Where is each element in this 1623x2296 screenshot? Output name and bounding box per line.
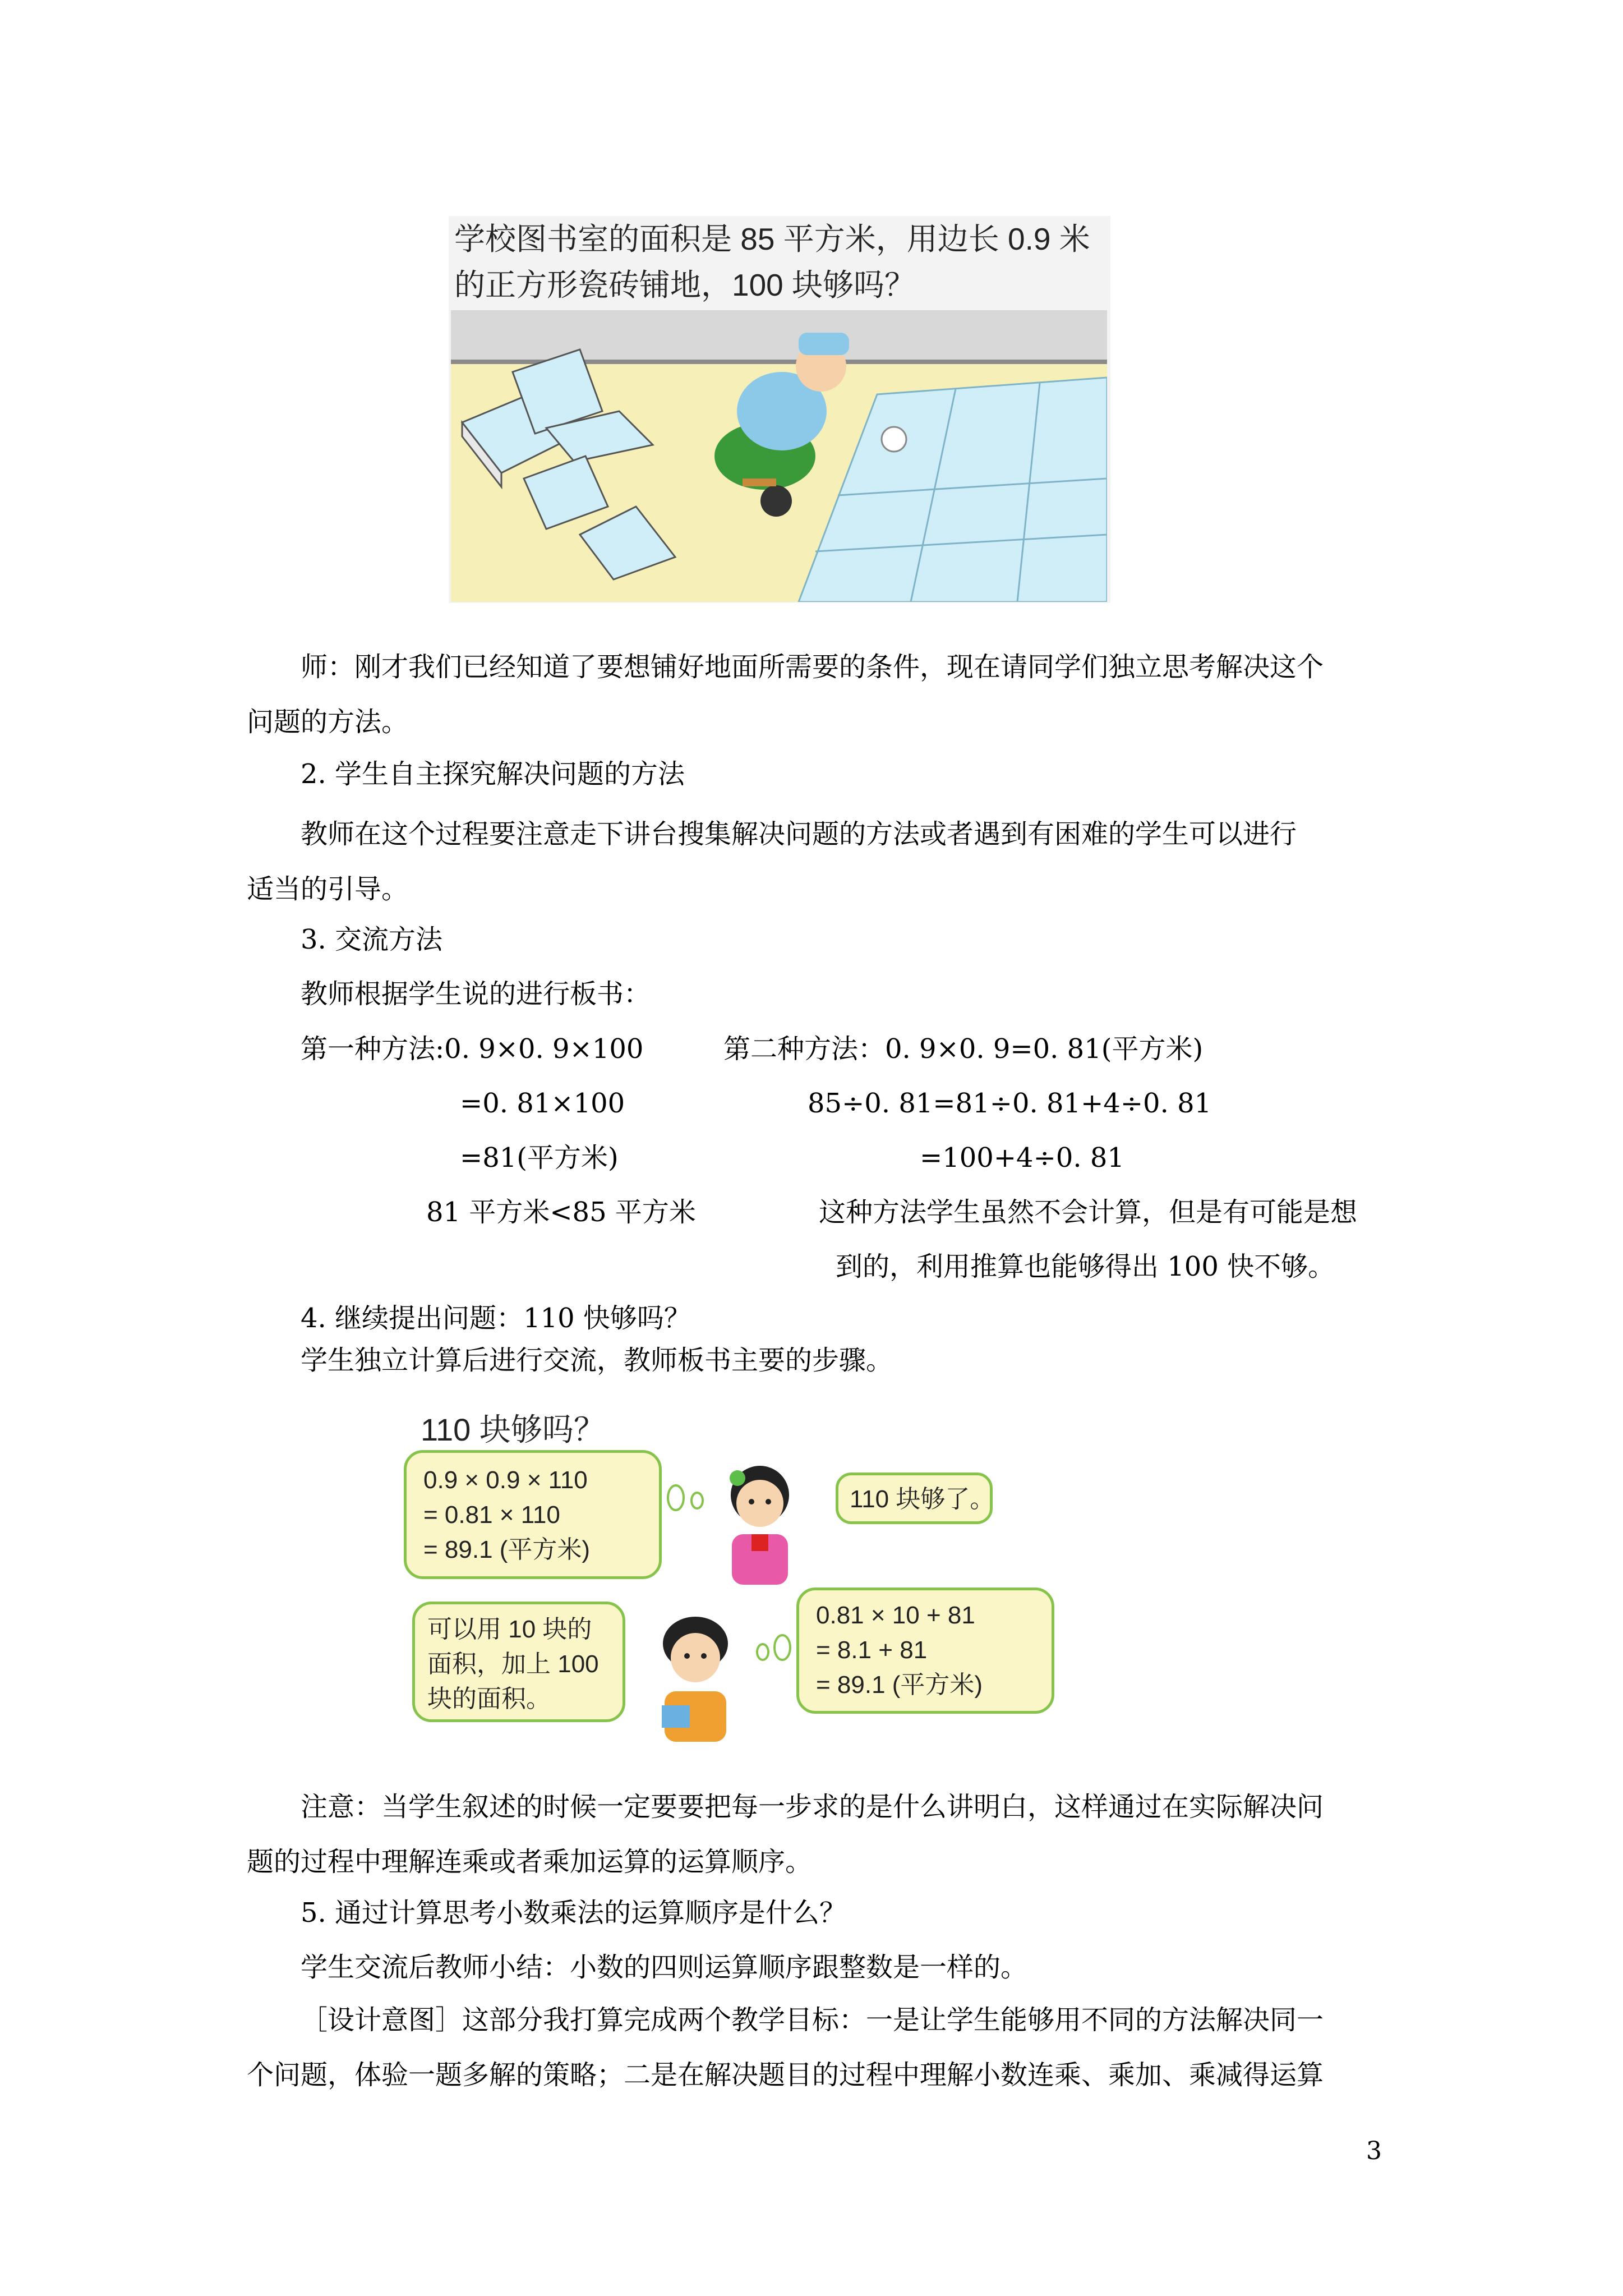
thought-dots bbox=[665, 1478, 709, 1523]
note-line-1: 注意：当学生叙述的时候一定要要把每一步求的是什么讲明白，这样通过在实际解决问 bbox=[301, 1791, 1324, 1823]
bubble-method-multiply bbox=[404, 1450, 662, 1579]
method-2-line-3: =100+4÷0. 81 bbox=[920, 1142, 1124, 1174]
girl-icon bbox=[707, 1456, 813, 1585]
paragraph-step-5: 学生交流后教师小结：小数的四则运算顺序跟整数是一样的。 bbox=[301, 1952, 1028, 1983]
bubble-1-line-1: 0.9 × 0.9 × 110 bbox=[423, 1466, 588, 1494]
caption-line-2: 的正方形瓷砖铺地，100 块够吗？ bbox=[454, 268, 916, 302]
bubble-1-line-3: = 89.1 (平方米) bbox=[423, 1536, 591, 1563]
p2-line-2: 适当的引导。 bbox=[247, 873, 409, 905]
paragraph-teacher-intro bbox=[247, 639, 1391, 749]
bubble-enough bbox=[836, 1473, 993, 1524]
bubble-3-line-2: 面积，加上 100 bbox=[427, 1650, 599, 1678]
p1-line-1: 师：刚才我们已经知道了要想铺好地面所需要的条件，现在请同学们独立思考解决这个 bbox=[301, 651, 1324, 683]
bubble-2-text: 110 块够了。 bbox=[850, 1485, 995, 1513]
calculation-figure bbox=[393, 1394, 1088, 1753]
paragraph-design-intent bbox=[247, 1993, 1391, 2102]
bubble-1-line-2: = 0.81 × 110 bbox=[423, 1501, 560, 1529]
caption-line-1: 学校图书室的面积是 85 平方米，用边长 0.9 米 bbox=[454, 222, 1090, 256]
method-2-line-1: 第二种方法：0. 9×0. 9=0. 81(平方米) bbox=[723, 1033, 1204, 1065]
p1-line-2: 问题的方法。 bbox=[247, 706, 409, 738]
bubble-4-line-1: 0.81 × 10 + 81 bbox=[816, 1602, 975, 1629]
figure-caption bbox=[454, 216, 1105, 308]
bubble-4-line-2: = 8.1 + 81 bbox=[816, 1636, 928, 1664]
heading-step-3: 3. 交流方法 bbox=[301, 924, 443, 955]
note-line-2: 题的过程中理解连乘或者乘加运算的运算顺序。 bbox=[247, 1846, 813, 1878]
bubble-4-line-3: = 89.1 (平方米) bbox=[816, 1671, 983, 1699]
figure-heading: 110 块够吗？ bbox=[421, 1412, 605, 1447]
method-2-line-5: 到的，利用推算也能够得出 100 快不够。 bbox=[836, 1251, 1335, 1282]
tile-worker-illustration bbox=[451, 310, 1107, 602]
method-2-line-2: 85÷0. 81=81÷0. 81+4÷0. 81 bbox=[808, 1088, 1212, 1119]
boy-icon bbox=[639, 1610, 751, 1742]
heading-step-4: 4. 继续提出问题：110 快够吗？ bbox=[301, 1303, 691, 1334]
page-number: 3 bbox=[1366, 2137, 1382, 2165]
heading-step-2: 2. 学生自主探究解决问题的方法 bbox=[301, 758, 685, 790]
method-1-line-1: 第一种方法:0. 9×0. 9×100 bbox=[301, 1033, 644, 1065]
design-line-2: 个问题，体验一题多解的策略；二是在解决题目的过程中理解小数连乘、乘加、乘减得运算 bbox=[247, 2059, 1324, 2091]
paragraph-step-3: 教师根据学生说的进行板书： bbox=[301, 978, 651, 1010]
method-2-line-4: 这种方法学生虽然不会计算，但是有可能是想 bbox=[819, 1197, 1358, 1228]
heading-step-5: 5. 通过计算思考小数乘法的运算顺序是什么？ bbox=[301, 1897, 847, 1929]
p2-line-1: 教师在这个过程要注意走下讲台搜集解决问题的方法或者遇到有困难的学生可以进行 bbox=[301, 818, 1297, 850]
method-1-line-3: =81(平方米) bbox=[460, 1142, 619, 1174]
method-1-line-4: 81 平方米<85 平方米 bbox=[426, 1197, 696, 1228]
tile-problem-figure bbox=[449, 216, 1110, 603]
paragraph-step-2 bbox=[247, 807, 1391, 917]
method-1-line-2: =0. 81×100 bbox=[460, 1088, 625, 1119]
paragraph-note bbox=[247, 1779, 1391, 1889]
paragraph-step-4: 学生独立计算后进行交流，教师板书主要的步骤。 bbox=[301, 1345, 893, 1376]
bubble-hint bbox=[412, 1602, 625, 1722]
bubble-3-line-1: 可以用 10 块的 bbox=[427, 1616, 592, 1643]
bubble-3-line-3: 块的面积。 bbox=[427, 1685, 551, 1713]
bubble-method-add bbox=[796, 1588, 1054, 1714]
design-line-1: ［设计意图］这部分我打算完成两个教学目标：一是让学生能够用不同的方法解决同一 bbox=[301, 2004, 1324, 2036]
thought-dots-2 bbox=[751, 1630, 796, 1669]
